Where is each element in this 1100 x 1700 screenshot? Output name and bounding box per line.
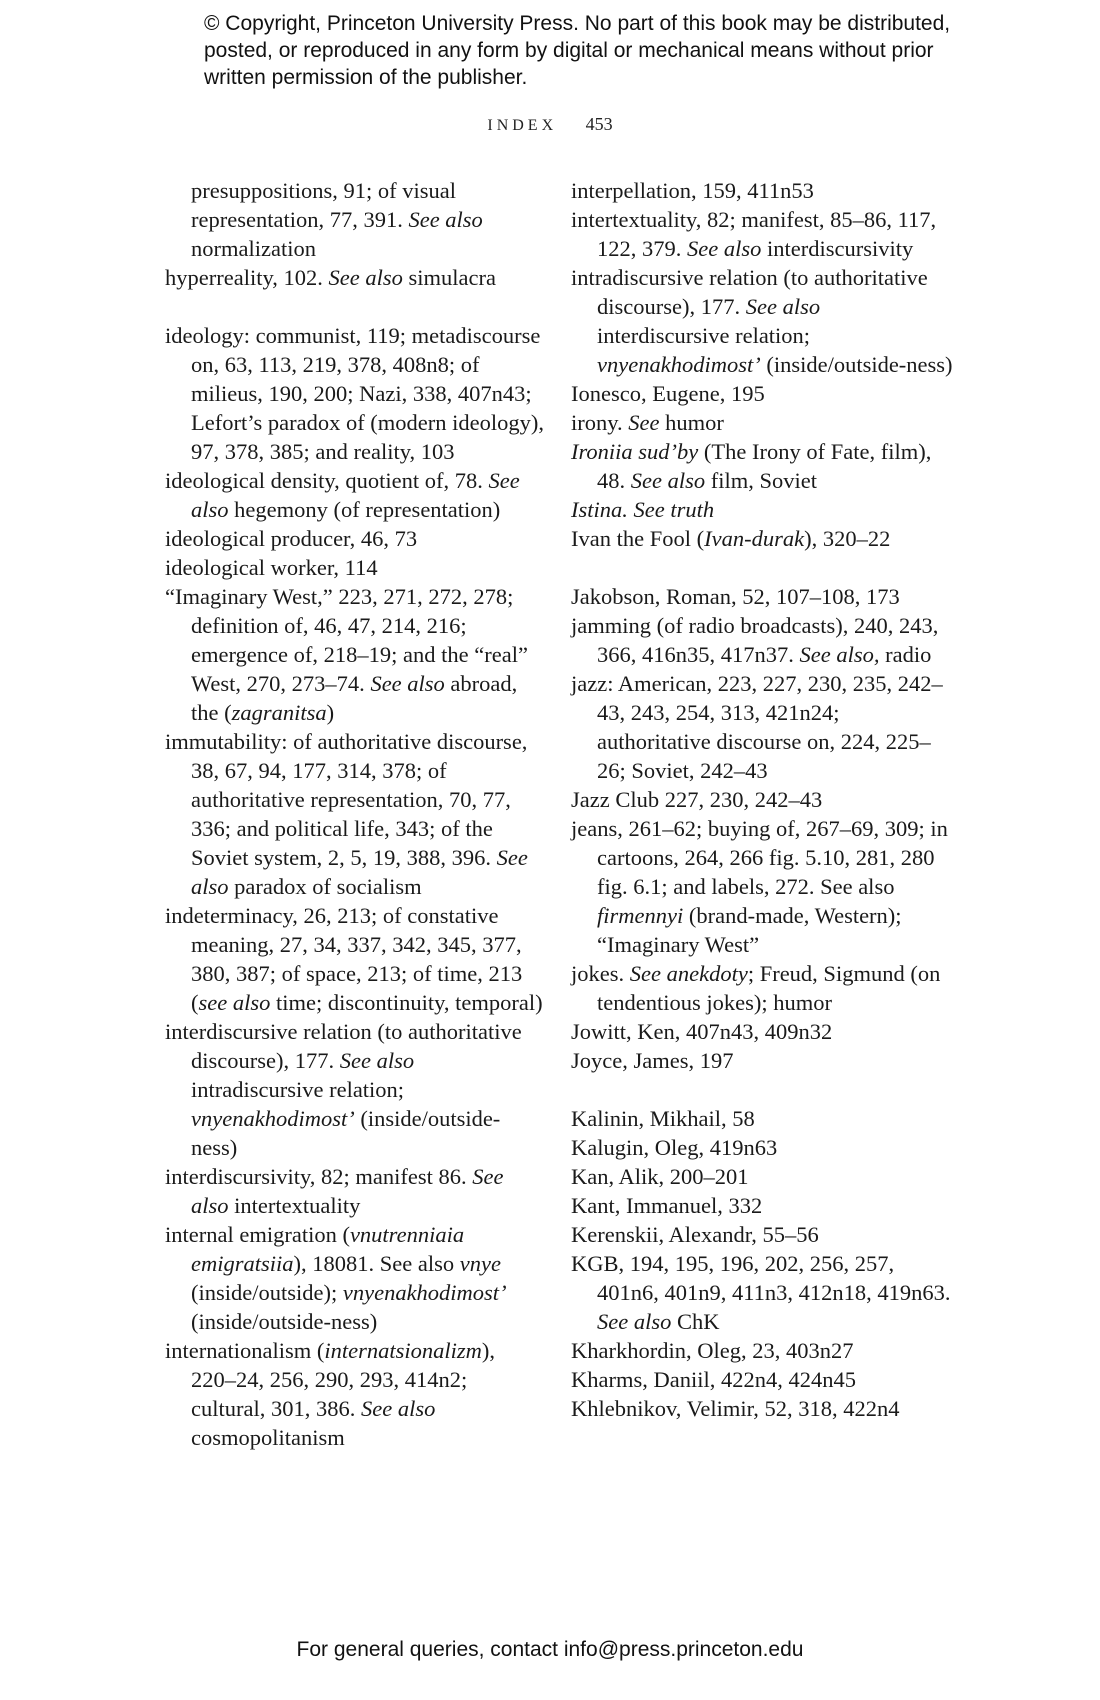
index-entry: jazz: American, 223, 227, 230, 235, 242–43, 243, 254, 313, 421n24; authoritative discourse on, 224, 225–26; Soviet, 242–43 [571,671,943,783]
index-entry: Kharms, Daniil, 422n4, 424n45 [571,1367,856,1392]
index-entry: interpellation, 159, 411n53 [571,178,814,203]
index-entry: Joyce, James, 197 [571,1048,734,1073]
copyright-notice: © Copyright, Princeton University Press. No part of this book may be distributed, posted, or reproduced in any form by digital or mechanical means without prior written permission of the publisher. [204,12,951,89]
index-entry: Ionesco, Eugene, 195 [571,381,765,406]
index-entry: Kerenskii, Alexandr, 55–56 [571,1222,819,1247]
index-entry: immutability: of authoritative discourse, 38, 67, 94, 177, 314, 378; of authoritative representation, 70, 77, 336; and political life, 343; of the Soviet system, 2, 5, 19, 388, 396. See also paradox of socialism [165,729,528,899]
index-entry: Kalugin, Oleg, 419n63 [571,1135,778,1160]
index-entry: Kant, Immanuel, 332 [571,1193,763,1218]
running-head [0,114,1100,135]
index-entry: Ivan the Fool (Ivan-durak), 320–22 [571,526,891,551]
index-entry: indeterminacy, 26, 213; of constative meaning, 27, 34, 337, 342, 345, 377, 380, 387; of space, 213; of time, 213 (see also time; discontinuity, temporal) [165,903,543,1015]
index-entry: Jakobson, Roman, 52, 107–108, 173 [571,584,900,609]
page-number: 453 [585,114,613,134]
index-column-left [165,176,545,1452]
index-entry: Istina. See truth [571,497,715,522]
index-entry: intradiscursive relation (to authoritative discourse), 177. See also interdiscursive relation; vnyenakhodimost’ (inside/outside-ness) [571,265,953,377]
index-column-right [571,176,956,1423]
index-entry: irony. See humor [571,410,724,435]
index-entry-continuation: presuppositions, 91; of visual representation, 77, 391. See also normalization [191,178,483,261]
index-entry: internationalism (internatsionalizm), 220–24, 256, 290, 293, 414n2; cultural, 301, 386. See also cosmopolitanism [165,1338,495,1450]
index-entry: jamming (of radio broadcasts), 240, 243, 366, 416n35, 417n37. See also, radio [571,613,939,667]
index-entry: ideology: communist, 119; metadiscourse on, 63, 113, 219, 378, 408n8; of milieus, 190, 200; Nazi, 338, 407n43; Lefort’s paradox of (modern ideology), 97, 378, 385; and reality, 103 [165,323,545,464]
index-entry: Kalinin, Mikhail, 58 [571,1106,755,1131]
index-entry: Ironiia sud’by (The Irony of Fate, film), 48. See also film, Soviet [571,439,932,493]
running-head-label: INDEX [487,117,558,134]
index-entry: ideological density, quotient of, 78. See also hegemony (of representation) [165,468,520,522]
index-entry: ideological worker, 114 [165,555,378,580]
index-entry: jokes. See anekdoty; Freud, Sigmund (on tendentious jokes); humor [571,961,941,1015]
index-entry: interdiscursive relation (to authoritative discourse), 177. See also intradiscursive relation; vnyenakhodimost’ (inside/outside-ness) [165,1019,522,1160]
index-entry: Kan, Alik, 200–201 [571,1164,749,1189]
index-entry: Jowitt, Ken, 407n43, 409n32 [571,1019,833,1044]
index-entry: hyperreality, 102. See also simulacra [165,265,496,290]
footer-contact: For general queries, contact info@press.princeton.edu [296,1638,804,1661]
index-entry: KGB, 194, 195, 196, 202, 256, 257, 401n6, 401n9, 411n3, 412n18, 419n63. See also ChK [571,1251,951,1334]
index-entry: jeans, 261–62; buying of, 267–69, 309; in cartoons, 264, 266 fig. 5.10, 281, 280 fig. 6.1; and labels, 272. See also firmennyi (brand-made, Western); “Imaginary West” [571,816,948,957]
index-entry: internal emigration (vnutrenniaia emigratsiia), 18081. See also vnye (inside/outside); vnyenakhodimost’ (inside/outside-ness) [165,1222,507,1334]
index-entry: Khlebnikov, Velimir, 52, 318, 422n4 [571,1396,900,1421]
index-entry: ideological producer, 46, 73 [165,526,418,551]
index-entry: interdiscursivity, 82; manifest 86. See also intertextuality [165,1164,504,1218]
index-entry: Kharkhordin, Oleg, 23, 403n27 [571,1338,854,1363]
index-entry: “Imaginary West,” 223, 271, 272, 278; definition of, 46, 47, 214, 216; emergence of, 218–19; and the “real” West, 270, 273–74. See also abroad, the (zagranitsa) [165,584,528,725]
index-entry: Jazz Club 227, 230, 242–43 [571,787,823,812]
index-entry: intertextuality, 82; manifest, 85–86, 117, 122, 379. See also interdiscursivity [571,207,937,261]
